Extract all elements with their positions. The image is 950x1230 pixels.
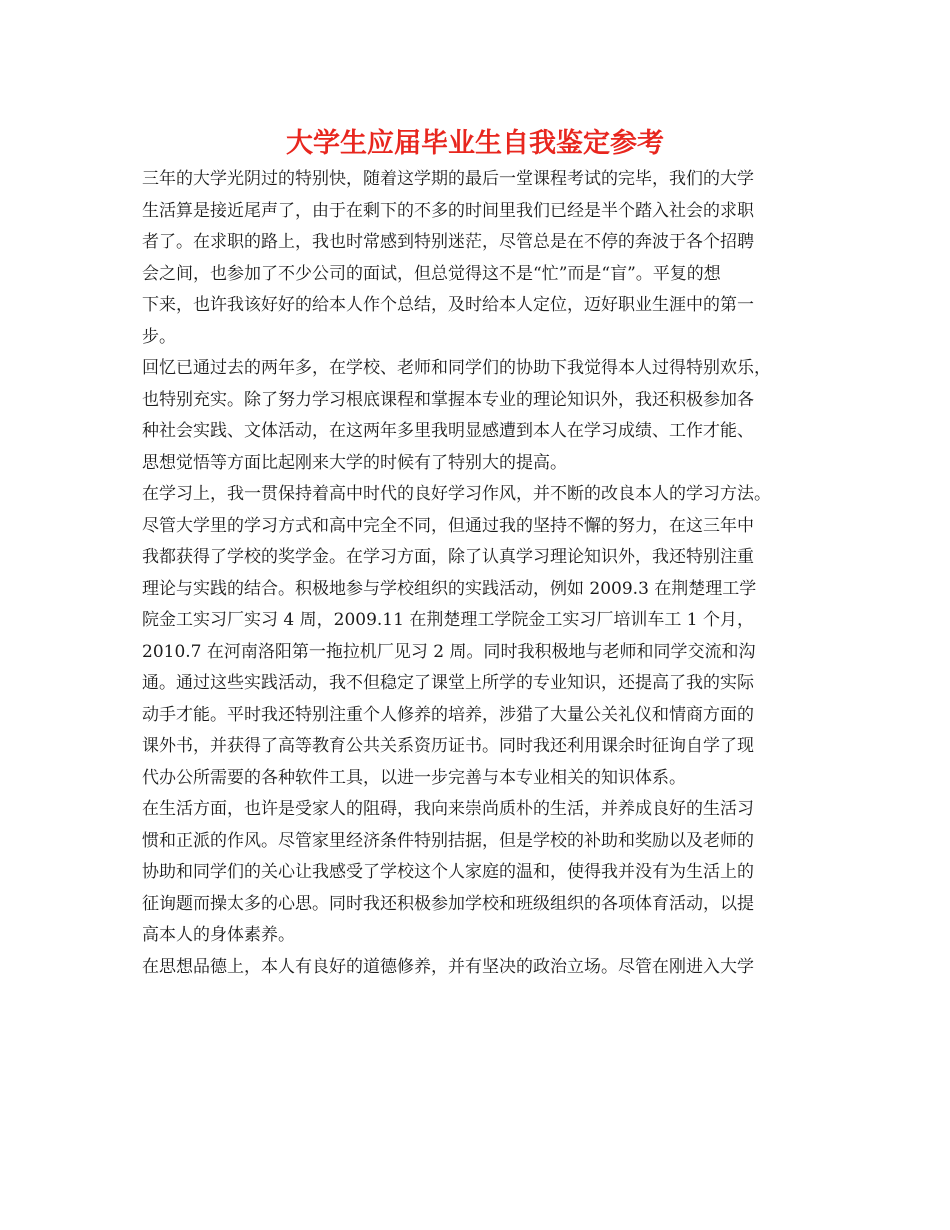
text-line: 协助和同学们的关心让我感受了学校这个人家庭的温和，使得我并没有为生活上的 bbox=[142, 862, 754, 882]
paragraph bbox=[142, 952, 820, 984]
paragraph bbox=[142, 794, 820, 952]
text-line: 下来，也许我该好好的给本人作个总结，及时给本人定位，迈好职业生涯中的第一 bbox=[142, 295, 754, 315]
text-line: 征询题而操太多的心思。同时我还积极参加学校和班级组织的各项体育活动，以提 bbox=[142, 893, 754, 914]
text-line: 种社会实践、文体活动，在这两年多里我明显感遭到本人在学习成绩、工作才能、 bbox=[142, 421, 754, 441]
paragraph bbox=[142, 479, 820, 794]
text-line: 生活算是接近尾声了，由于在剩下的不多的时间里我们已经是半个踏入社会的求职 bbox=[142, 200, 754, 221]
text-line: 动手才能。平时我还特别注重个人修养的培养，涉猎了大量公关礼仪和情商方面的 bbox=[142, 704, 754, 725]
text-line: 在思想品德上，本人有良好的道德修养，并有坚决的政治立场。尽管在刚进入大学 bbox=[142, 956, 754, 977]
document-body bbox=[142, 164, 820, 983]
text-line: 我都获得了学校的奖学金。在学习方面，除了认真学习理论知识外，我还特别注重 bbox=[142, 547, 754, 567]
text-line: 三年的大学光阴过的特别快，随着这学期的最后一堂课程考试的完毕，我们的大学 bbox=[142, 169, 754, 189]
text-line: 回忆已通过去的两年多，在学校、老师和同学们的协助下我觉得本人过得特别欢乐， bbox=[142, 358, 771, 378]
text-line: 院金工实习厂实习 4 周，2009.11 在荆楚理工学院金工实习厂培训车工 1 个月， bbox=[142, 610, 754, 630]
text-line: 思想觉悟等方面比起刚来大学的时候有了特别大的提高。 bbox=[142, 452, 567, 473]
text-line: 在学习上，我一贯保持着高中时代的良好学习作风，并不断的改良本人的学习方法。 bbox=[142, 484, 771, 504]
paragraph bbox=[142, 164, 820, 353]
text-line: 在生活方面，也许是受家人的阻碍，我向来崇尚质朴的生活，并养成良好的生活习 bbox=[142, 799, 754, 819]
text-line: 惯和正派的作风。尽管家里经济条件特别拮据，但是学校的补助和奖励以及老师的 bbox=[142, 830, 754, 851]
text-line: 代办公所需要的各种软件工具，以进一步完善与本专业相关的知识体系。 bbox=[142, 767, 686, 788]
text-line: 理论与实践的结合。积极地参与学校组织的实践活动，例如 2009.3 在荆楚理工学 bbox=[142, 578, 757, 599]
text-line: 尽管大学里的学习方式和高中完全不同，但通过我的坚持不懈的努力，在这三年中 bbox=[142, 515, 754, 536]
paragraph bbox=[142, 353, 820, 479]
text-line: 课外书，并获得了高等教育公共关系资历证书。同时我还利用课余时征询自学了现 bbox=[142, 736, 754, 756]
document-title: 大学生应届毕业生自我鉴定参考 bbox=[286, 128, 664, 159]
text-line: 2010.7 在河南洛阳第一拖拉机厂见习 2 周。同时我积极地与老师和同学交流和沟 bbox=[142, 641, 756, 662]
text-line: 通。通过这些实践活动，我不但稳定了课堂上所学的专业知识，还提高了我的实际 bbox=[142, 673, 754, 693]
text-line: 者了。在求职的路上，我也时常感到特别迷茫，尽管总是在不停的奔波于各个招聘 bbox=[142, 232, 754, 252]
text-line: 会之间，也参加了不少公司的面试，但总觉得这不是“忙”而是“盲”。平复的想 bbox=[142, 263, 721, 284]
text-line: 也特别充实。除了努力学习根底课程和掌握本专业的理论知识外，我还积极参加各 bbox=[142, 389, 754, 410]
text-line: 高本人的身体素养。 bbox=[142, 925, 295, 945]
text-line: 步。 bbox=[142, 326, 176, 347]
